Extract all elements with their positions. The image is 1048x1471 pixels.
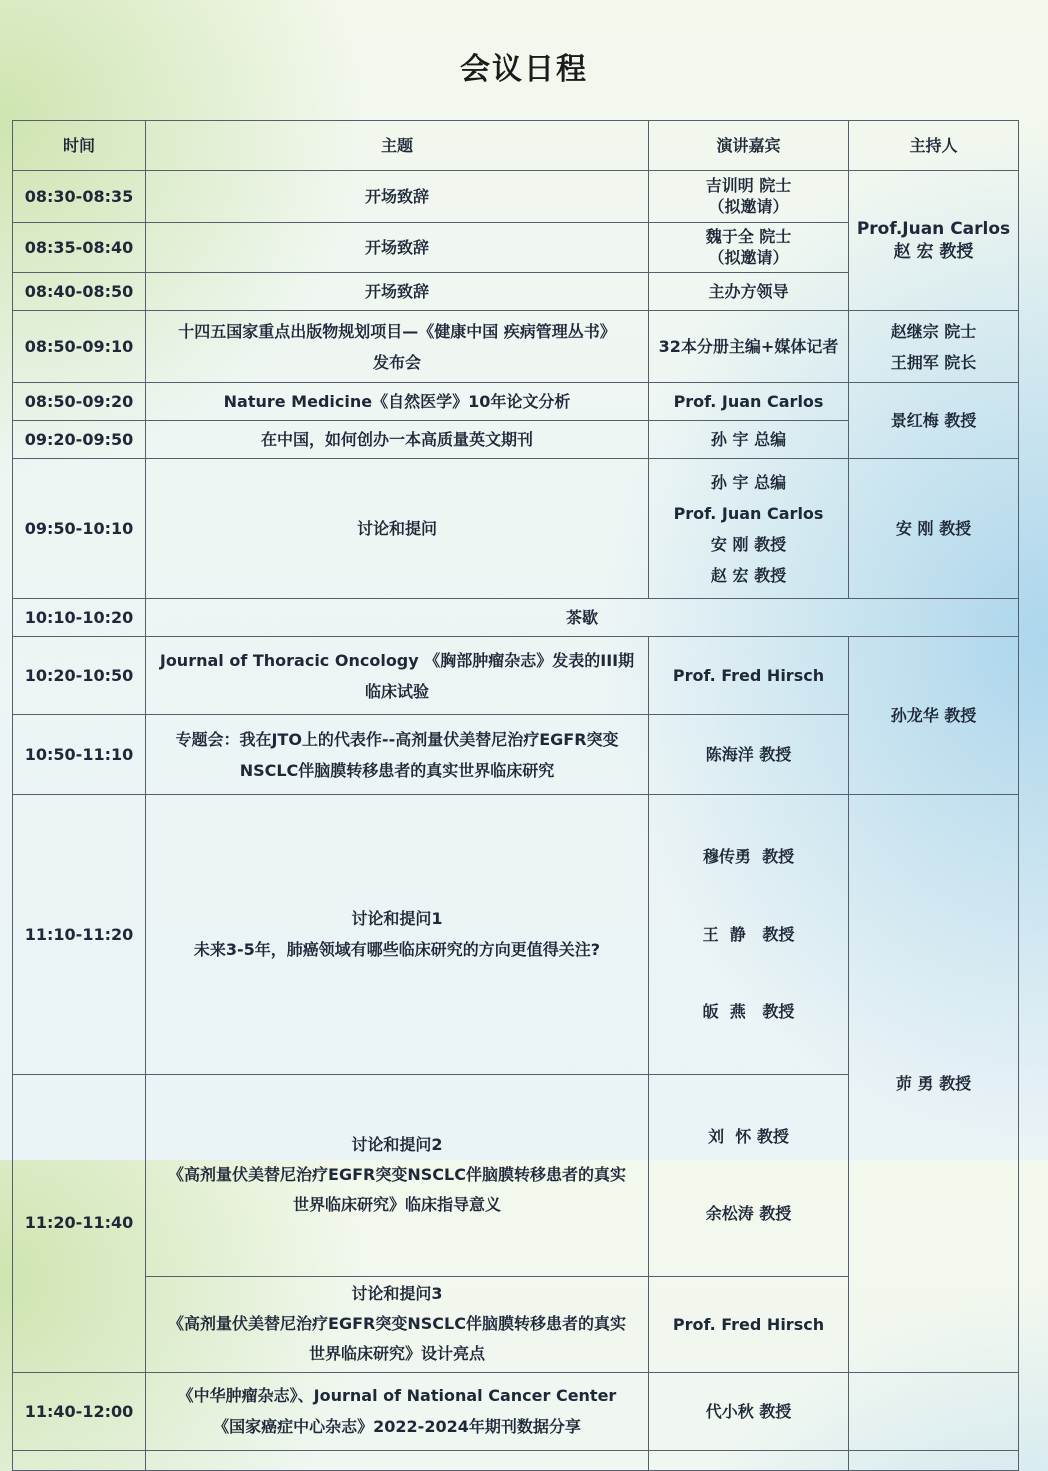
time-cell: 09:20-09:50 — [13, 421, 146, 459]
host-name: 茆 勇 教授 — [895, 1073, 972, 1093]
host-name: 景红梅 教授 — [890, 410, 977, 430]
topic-cell — [146, 1372, 649, 1450]
header-host: 主持人 — [849, 121, 1019, 171]
speaker-name: 刘 怀 教授 — [708, 1126, 789, 1146]
topic-line: 讨论和提问3 — [351, 1284, 443, 1304]
page-title: 会议日程 — [460, 52, 588, 87]
topic-line: 未来3-5年，肺癌领域有哪些临床研究的方向更值得关注? — [193, 940, 601, 960]
speaker-cell — [649, 459, 849, 599]
topic-line: Journal of Thoracic Oncology 《胸部肿瘤杂志》发表的III期 — [159, 650, 635, 670]
host-cell — [849, 795, 1019, 1373]
topic-line: 十四五国家重点出版物规划项目—《健康中国 疾病管理丛书》 — [178, 321, 616, 341]
time-cell: 11:10-11:20 — [13, 795, 146, 1075]
speaker-name: 皈 燕 教授 — [702, 1002, 795, 1022]
speaker-name: 安 刚 教授 — [710, 534, 787, 554]
topic-cell — [146, 421, 649, 459]
topic-cell — [146, 1450, 649, 1470]
topic-cell — [146, 223, 649, 273]
header-speaker: 演讲嘉宾 — [649, 121, 849, 171]
time-cell: 08:50-09:10 — [13, 311, 146, 383]
topic-line: 讨论和提问 — [356, 518, 437, 538]
table-row — [13, 311, 1019, 383]
host-cell — [849, 459, 1019, 599]
speaker-cell — [649, 715, 849, 795]
speaker-name: 32本分册主编+媒体记者 — [658, 336, 839, 356]
topic-line: 《中华肿瘤杂志》、Journal of National Cancer Center — [177, 1386, 617, 1406]
topic-cell — [146, 273, 649, 311]
speaker-cell — [649, 637, 849, 715]
speaker-cell — [649, 273, 849, 311]
speaker-cell — [649, 1450, 849, 1470]
speaker-cell — [649, 795, 849, 1075]
topic-line: 发布会 — [372, 352, 421, 372]
table-row — [13, 599, 1019, 637]
time-cell: 10:10-10:20 — [13, 599, 146, 637]
speaker-name: 陈海洋 教授 — [705, 744, 792, 764]
time-cell: 08:35-08:40 — [13, 223, 146, 273]
topic-line: NSCLC伴脑膜转移患者的真实世界临床研究 — [239, 760, 555, 780]
host-cell — [849, 1450, 1019, 1470]
speaker-name: 赵 宏 教授 — [710, 565, 787, 585]
speaker-cell — [649, 223, 849, 273]
speaker-name: 孙 宇 总编 — [710, 472, 787, 492]
speaker-name: 穆传勇 教授 — [702, 847, 795, 867]
speaker-cell — [649, 311, 849, 383]
topic-cell — [146, 637, 649, 715]
host-cell — [849, 383, 1019, 459]
speaker-name: 主办方领导 — [708, 281, 789, 301]
time-cell — [13, 1450, 146, 1470]
host-cell — [849, 637, 1019, 795]
speaker-name: Prof. Fred Hirsch — [672, 665, 825, 685]
topic-cell — [146, 795, 649, 1075]
topic-line: 开场致辞 — [364, 237, 429, 257]
speaker-name: Prof. Juan Carlos — [673, 391, 824, 411]
speaker-name: Prof. Fred Hirsch — [672, 1314, 825, 1334]
time-cell: 11:40-12:00 — [13, 1372, 146, 1450]
speaker-cell — [649, 1074, 849, 1276]
table-row — [13, 1450, 1019, 1470]
topic-cell — [146, 311, 649, 383]
speaker-name: 王 静 教授 — [702, 924, 795, 944]
topic-line: 世界临床研究》设计亮点 — [308, 1344, 485, 1364]
speaker-cell — [649, 421, 849, 459]
header-topic: 主题 — [146, 121, 649, 171]
topic-line: 《高剂量伏美替尼治疗EGFR突变NSCLC伴脑膜转移患者的真实 — [168, 1165, 626, 1185]
host-cell — [849, 1372, 1019, 1450]
table-row — [13, 459, 1019, 599]
table-row — [13, 383, 1019, 421]
table-row — [13, 637, 1019, 715]
host-name: Prof.Juan Carlos — [856, 219, 1011, 240]
header-time: 时间 — [13, 121, 146, 171]
topic-cell — [146, 1074, 649, 1276]
topic-line: 世界临床研究》临床指导意义 — [292, 1195, 501, 1215]
host-name: 赵继宗 院士 — [890, 321, 977, 341]
topic-line: 开场致辞 — [364, 281, 429, 301]
time-cell: 08:30-08:35 — [13, 171, 146, 223]
topic-line: 《国家癌症中心杂志》2022-2024年期刊数据分享 — [213, 1417, 581, 1437]
topic-line: 讨论和提问2 — [351, 1135, 443, 1155]
host-cell — [849, 171, 1019, 311]
speaker-name: （拟邀请） — [708, 247, 789, 267]
topic-line: 开场致辞 — [364, 186, 429, 206]
topic-line: Nature Medicine《自然医学》10年论文分析 — [223, 391, 571, 411]
speaker-cell — [649, 1372, 849, 1450]
speaker-name: 代小秋 教授 — [705, 1401, 792, 1421]
time-cell: 08:50-09:20 — [13, 383, 146, 421]
speaker-cell — [649, 1276, 849, 1372]
speaker-name: 魏于全 院士 — [705, 226, 792, 246]
host-name: 安 刚 教授 — [895, 518, 972, 538]
topic-cell — [146, 383, 649, 421]
time-cell: 09:50-10:10 — [13, 459, 146, 599]
topic-line: 在中国，如何创办一本高质量英文期刊 — [260, 429, 533, 449]
time-cell: 08:40-08:50 — [13, 273, 146, 311]
time-cell: 10:50-11:10 — [13, 715, 146, 795]
speaker-cell — [649, 383, 849, 421]
speaker-name: 孙 宇 总编 — [710, 429, 787, 449]
table-row — [13, 171, 1019, 223]
table-row — [13, 795, 1019, 1075]
speaker-cell — [649, 171, 849, 223]
host-name: 孙龙华 教授 — [890, 705, 977, 725]
speaker-name: 余松涛 教授 — [705, 1204, 792, 1224]
topic-cell — [146, 459, 649, 599]
schedule-table — [12, 120, 1019, 1471]
speaker-name: （拟邀请） — [708, 196, 789, 216]
host-name: 王拥军 院长 — [890, 352, 977, 372]
topic-cell — [146, 1276, 649, 1372]
host-cell — [849, 311, 1019, 383]
speaker-name: Prof. Juan Carlos — [673, 503, 824, 523]
time-cell: 10:20-10:50 — [13, 637, 146, 715]
topic-line: 临床试验 — [364, 681, 429, 701]
table-row — [13, 1372, 1019, 1450]
topic-line: 专题会：我在JTO上的代表作--高剂量伏美替尼治疗EGFR突变 — [175, 729, 619, 749]
break-cell: 茶歇 — [146, 599, 1019, 637]
topic-cell — [146, 715, 649, 795]
topic-line: 《高剂量伏美替尼治疗EGFR突变NSCLC伴脑膜转移患者的真实 — [168, 1314, 626, 1334]
host-name: 赵 宏 教授 — [893, 241, 974, 262]
time-cell: 11:20-11:40 — [13, 1074, 146, 1372]
topic-line: 讨论和提问1 — [351, 909, 443, 929]
topic-cell — [146, 171, 649, 223]
header-row — [13, 121, 1019, 171]
speaker-name: 吉训明 院士 — [705, 175, 792, 195]
